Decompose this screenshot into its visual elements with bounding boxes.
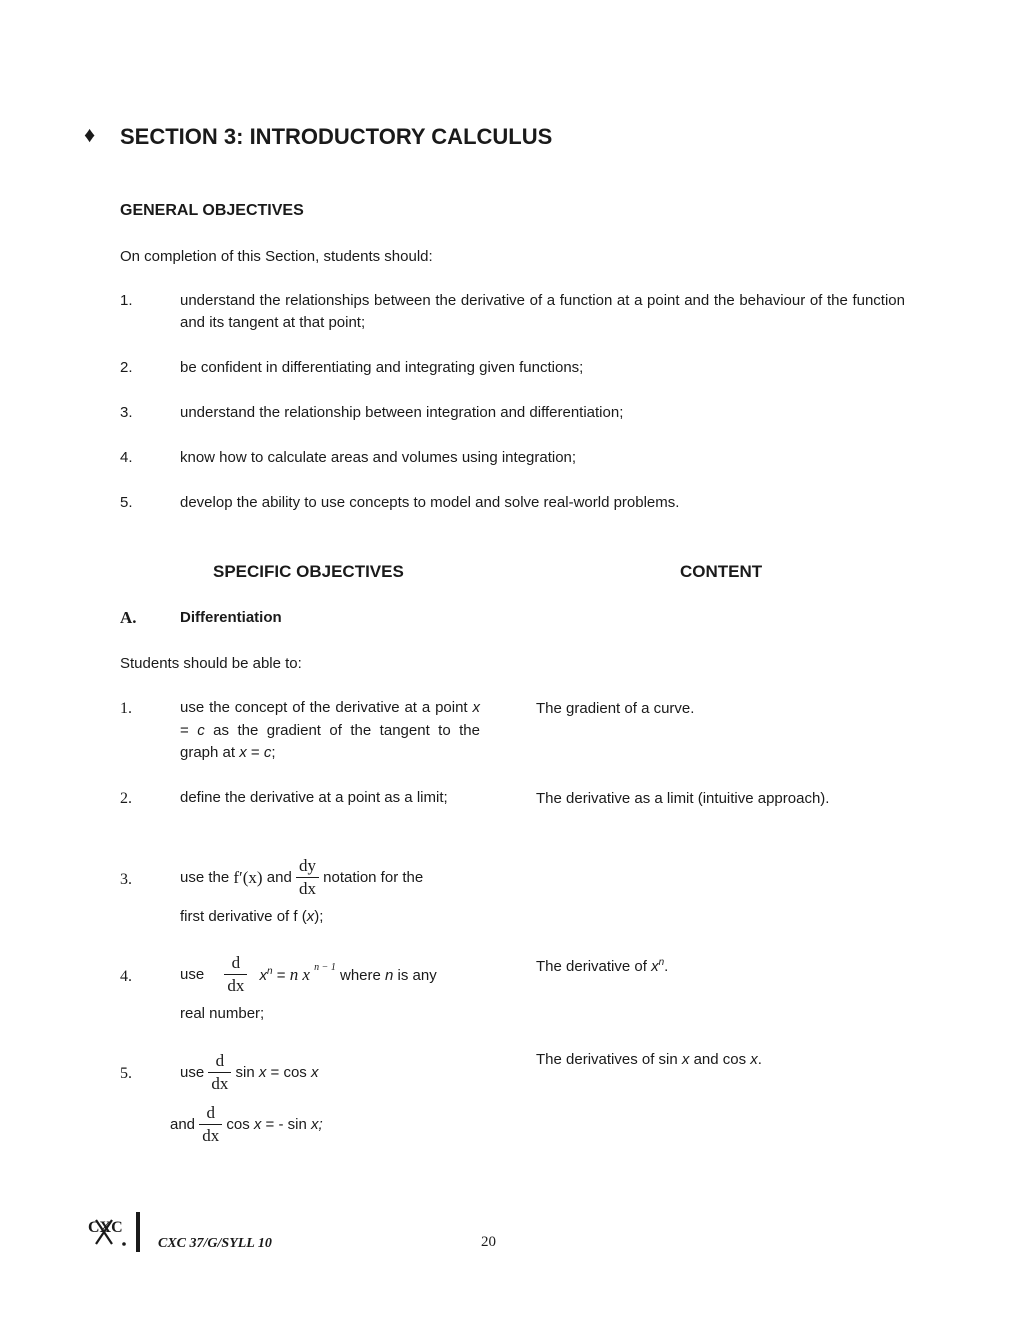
content-header: CONTENT — [680, 562, 763, 581]
general-item-number: 2. — [120, 359, 133, 376]
content-1: The gradient of a curve. — [536, 700, 695, 717]
general-item-number: 1. — [120, 292, 133, 309]
page-number: 20 — [481, 1234, 496, 1250]
content-5: The derivatives of sin x and cos x. — [536, 1051, 762, 1068]
d-dx-fraction: $\frac{d}{dx}$ — [224, 952, 247, 997]
f-prime-notation: f′(x) — [233, 867, 263, 887]
objective-2-text: define the derivative at a point as a limit; — [180, 789, 448, 806]
general-item-text: be confident in differentiating and integrating given functions; — [180, 359, 584, 376]
d-dx-fraction: $\frac{d}{dx}$ — [199, 1102, 222, 1147]
objective-number: 2. — [120, 790, 132, 807]
diamond-bullet-icon: ♦ — [84, 122, 96, 147]
general-objectives-heading: GENERAL OBJECTIVES — [120, 202, 304, 219]
subsection-letter: A. — [120, 608, 137, 627]
subsection-title: Differentiation — [180, 609, 282, 626]
subsection-intro: Students should be able to: — [120, 655, 302, 672]
general-item-number: 5. — [120, 494, 133, 511]
general-item-text: understand the relationships between the derivative of a function at a point and the behaviour of the function and its tangent at that point; — [180, 292, 905, 331]
general-item-number: 4. — [120, 449, 133, 466]
objective-5-line1: use $\frac{d}{dx}$ sin x = cos x — [180, 1051, 319, 1093]
objective-number: 4. — [120, 968, 132, 985]
objective-5-line2: and $\frac{d}{dx}$ cos x = - sin x; — [170, 1103, 323, 1145]
logo-lettering: CXC — [88, 1219, 123, 1236]
section-title: SECTION 3: INTRODUCTORY CALCULUS — [120, 124, 553, 149]
cxc-logo-icon — [86, 1214, 130, 1250]
content-2: The derivative as a limit (intuitive approach). — [536, 790, 830, 807]
objective-4-line2: real number; — [180, 1005, 265, 1022]
objective-3-line2: first derivative of f (x); — [180, 908, 324, 925]
general-intro: On completion of this Section, students should: — [120, 248, 433, 265]
objective-1-text: use the concept of the derivative at a point x = c as the gradient of the tangent to the graph at x = c; — [180, 699, 480, 761]
content-4: The derivative of $x^n$. — [536, 957, 669, 975]
specific-objectives-header: SPECIFIC OBJECTIVES — [213, 562, 404, 581]
objective-number: 5. — [120, 1065, 132, 1082]
objective-number: 3. — [120, 871, 132, 888]
syllabus-code: CXC 37/G/SYLL 10 — [158, 1236, 272, 1251]
dy-dx-fraction: $\frac{dy}{dx}$ — [296, 855, 319, 900]
cxc-logo — [86, 1214, 130, 1250]
general-item-number: 3. — [120, 404, 133, 421]
footer-divider — [136, 1212, 140, 1252]
d-dx-fraction: $\frac{d}{dx}$ — [208, 1050, 231, 1095]
objective-number: 1. — [120, 700, 132, 717]
general-item-text: understand the relationship between integration and differentiation; — [180, 404, 624, 421]
general-item-text: develop the ability to use concepts to model and solve real-world problems. — [180, 494, 680, 511]
objective-3-line1: use the f′(x) and $\frac{dy}{dx}$ notation for the — [180, 856, 424, 898]
general-item-text: know how to calculate areas and volumes using integration; — [180, 449, 577, 466]
objective-4-line1: use $\frac{d}{dx}$ $x^n = n$ x $^{n - 1}$ where n is any — [180, 953, 437, 995]
